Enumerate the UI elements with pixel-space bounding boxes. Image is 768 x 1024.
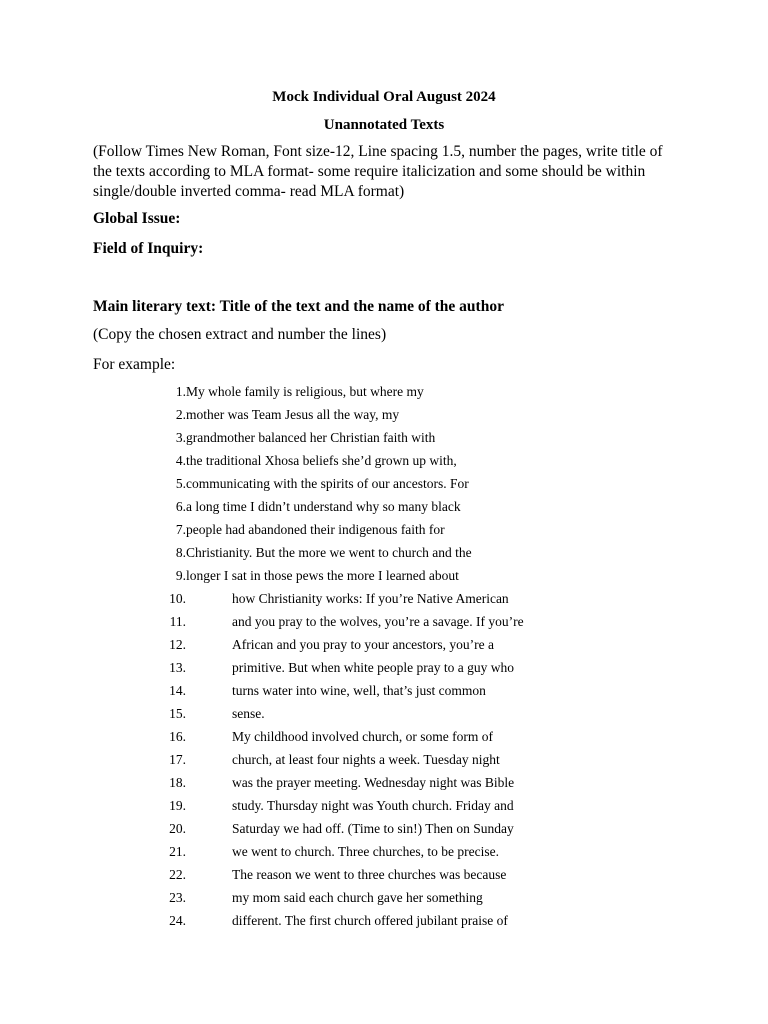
extract-line <box>0 495 768 518</box>
line-text: The reason we went to three churches was because <box>232 867 507 882</box>
document-title: Mock Individual Oral August 2024 <box>272 89 496 105</box>
copy-instruction: (Copy the chosen extract and number the lines) <box>93 326 387 343</box>
document-subtitle: Unannotated Texts <box>323 117 445 133</box>
line-text: communicating with the spirits of our ancestors. For <box>186 476 469 491</box>
line-number: 1. <box>175 384 186 399</box>
extract-line <box>0 587 768 610</box>
line-number: 2. <box>175 407 186 422</box>
example-label: For example: <box>93 356 176 373</box>
extract-line <box>0 518 768 541</box>
line-number: 20. <box>169 821 186 836</box>
line-number: 11. <box>169 614 186 629</box>
line-number: 3. <box>175 430 186 445</box>
extract-line <box>0 725 768 748</box>
extract-line <box>0 403 768 426</box>
line-number: 14. <box>169 683 186 698</box>
line-text: how Christianity works: If you’re Native American <box>232 591 509 606</box>
line-number: 5. <box>175 476 186 491</box>
line-number: 18. <box>169 775 186 790</box>
extract-line <box>0 610 768 633</box>
extract-line <box>0 863 768 886</box>
line-text: African and you pray to your ancestors, you’re a <box>232 637 495 652</box>
line-number: 16. <box>169 729 186 744</box>
line-text: we went to church. Three churches, to be precise. <box>232 844 500 859</box>
line-number: 6. <box>175 499 186 514</box>
extract-line <box>0 840 768 863</box>
line-text: my mom said each church gave her something <box>232 890 483 905</box>
line-number: 13. <box>169 660 186 675</box>
global-issue-label: Global Issue: <box>93 210 181 227</box>
line-number: 24. <box>169 913 186 928</box>
line-number: 21. <box>169 844 186 859</box>
extract-line <box>0 909 768 932</box>
extract-line <box>0 656 768 679</box>
line-number: 8. <box>175 545 186 560</box>
line-text: and you pray to the wolves, you’re a savage. If you’re <box>232 614 524 629</box>
formatting-instructions: (Follow Times New Roman, Font size-12, Line spacing 1.5, number the pages, write title of the texts according to MLA format- some require italicization and some should be within single/double inverted comma- read MLA format) <box>93 143 663 200</box>
line-text: My whole family is religious, but where my <box>186 384 424 399</box>
extract-line <box>0 794 768 817</box>
extract-line <box>0 472 768 495</box>
line-text: a long time I didn’t understand why so many black <box>186 499 461 514</box>
numbered-extract <box>0 380 768 932</box>
line-number: 17. <box>169 752 186 767</box>
line-number: 10. <box>169 591 186 606</box>
extract-line <box>0 817 768 840</box>
line-number: 4. <box>175 453 186 468</box>
extract-line <box>0 426 768 449</box>
extract-line <box>0 541 768 564</box>
extract-line <box>0 380 768 403</box>
line-text: the traditional Xhosa beliefs she’d grown up with, <box>186 453 457 468</box>
line-text: Christianity. But the more we went to church and the <box>186 545 472 560</box>
line-number: 9. <box>175 568 186 583</box>
line-text: turns water into wine, well, that’s just common <box>232 683 486 698</box>
extract-line <box>0 771 768 794</box>
field-of-inquiry-label: Field of Inquiry: <box>93 240 204 257</box>
line-number: 12. <box>169 637 186 652</box>
line-number: 15. <box>169 706 186 721</box>
line-text: Saturday we had off. (Time to sin!) Then on Sunday <box>232 821 514 836</box>
line-text: church, at least four nights a week. Tuesday night <box>232 752 500 767</box>
line-number: 19. <box>169 798 186 813</box>
extract-line <box>0 564 768 587</box>
line-text: was the prayer meeting. Wednesday night was Bible <box>232 775 515 790</box>
line-number: 23. <box>169 890 186 905</box>
line-text: longer I sat in those pews the more I learned about <box>186 568 459 583</box>
line-text: sense. <box>232 706 265 721</box>
main-text-heading: Main literary text: Title of the text and the name of the author <box>93 298 504 315</box>
line-text: people had abandoned their indigenous faith for <box>186 522 445 537</box>
extract-line <box>0 679 768 702</box>
line-text: study. Thursday night was Youth church. Friday and <box>232 798 514 813</box>
line-text: primitive. But when white people pray to a guy who <box>232 660 514 675</box>
extract-line <box>0 633 768 656</box>
line-number: 7. <box>175 522 186 537</box>
extract-line <box>0 886 768 909</box>
line-text: My childhood involved church, or some form of <box>232 729 493 744</box>
extract-line <box>0 449 768 472</box>
line-text: grandmother balanced her Christian faith with <box>186 430 436 445</box>
line-number: 22. <box>169 867 186 882</box>
line-text: mother was Team Jesus all the way, my <box>186 407 400 422</box>
extract-line <box>0 702 768 725</box>
line-text: different. The first church offered jubilant praise of <box>232 913 508 928</box>
extract-line <box>0 748 768 771</box>
